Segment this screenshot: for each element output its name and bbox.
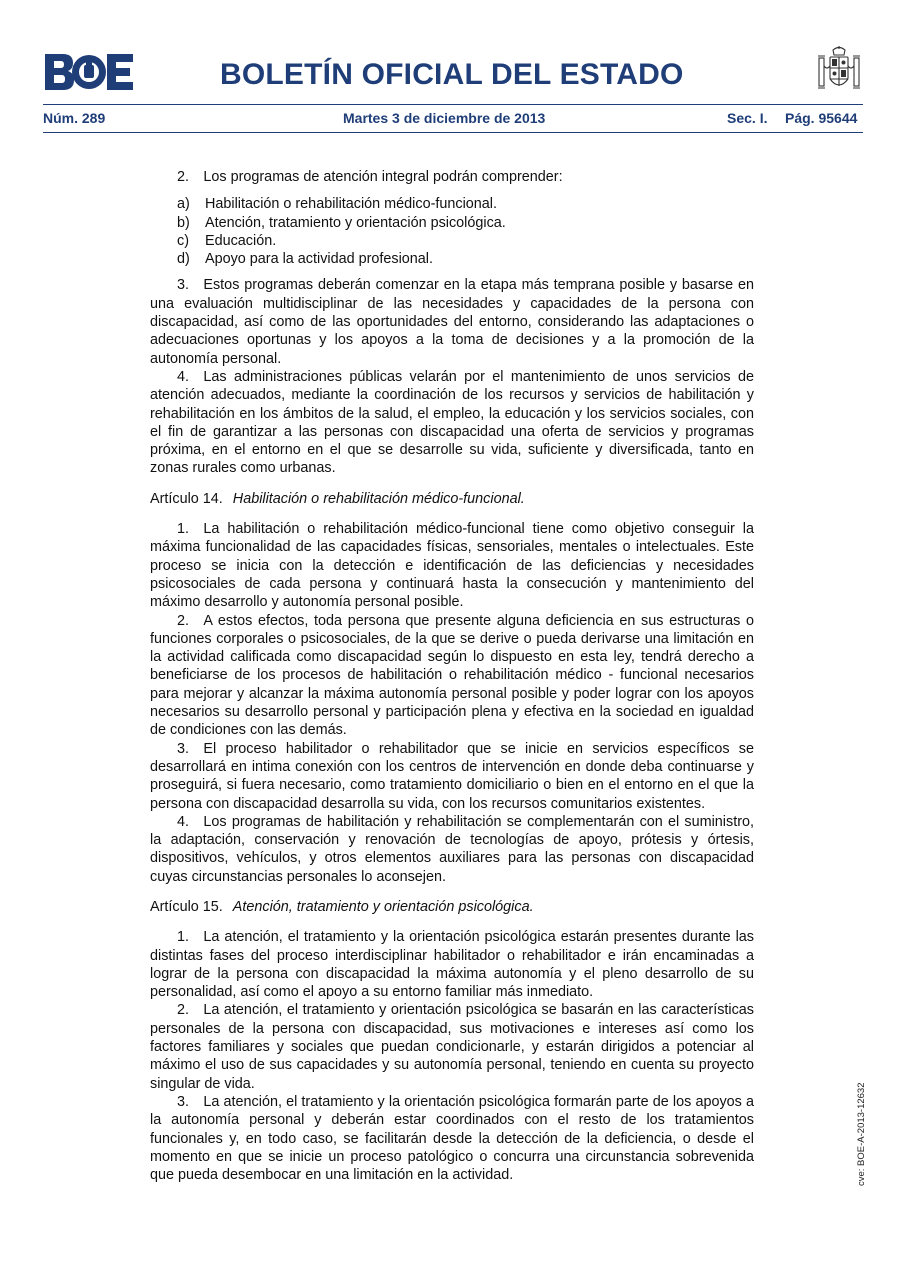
article-heading xyxy=(150,490,754,508)
page-number: Pág. 95644 xyxy=(785,110,858,126)
article-heading xyxy=(150,898,754,916)
article-title: Habilitación o rehabilitación médico-funcional. xyxy=(232,490,525,507)
paragraph: 1. La atención, el tratamiento y la orientación psicológica estarán presentes durante las distintas fases del proceso interdisciplinar habilitador o rehabilitador e irán encaminadas a lograr de la persona con discapacidad la máxima autonomía y el pleno desarrollo de su personalidad, así como el apoyo a su entorno familiar más inmediato. xyxy=(150,929,754,1001)
paragraph: 3. El proceso habilitador o rehabilitador que se inicie en servicios específicos se desarrollará en intima conexión con los centros de intervención en donde deba continuarse y proseguirá, si fuera necesario, como tratamiento domiciliario o bien en el entorno en el que la persona con discapacidad desarrolla su vida, con los recursos comunitarios existentes. xyxy=(150,740,754,812)
header-rule-bottom xyxy=(43,132,863,133)
section-label: Sec. I. xyxy=(727,110,768,126)
coat-of-arms-icon xyxy=(816,46,862,96)
paragraph: 2. A estos efectos, toda persona que presente alguna deficiencia en sus estructuras o funciones corporales o psicosociales, de la que se derive o pueda derivarse una limitación en la actividad calificada como discapacidad según lo dispuesto en esta ley, tendrá derecho a beneficiarse de los procesos de habilitación o rehabilitación médico - funcional necesarios para mejorar y alcanzar la máxima autonomía personal posible y poder lograr con los apoyos necesarios su desarrollo personal y participación plena y efectiva en la sociedad en igualdad de condiciones con las demás. xyxy=(150,612,754,739)
article-number: Artículo 14. xyxy=(150,490,223,507)
issue-date: Martes 3 de diciembre de 2013 xyxy=(343,110,546,126)
list-letter: a) xyxy=(177,196,190,213)
article-title: Atención, tratamiento y orientación psicológica. xyxy=(232,898,534,915)
list-item xyxy=(177,195,754,213)
document-body xyxy=(150,168,754,1184)
issue-number: Núm. 289 xyxy=(43,110,106,126)
list-text: Habilitación o rehabilitación médico-funcional. xyxy=(205,196,497,213)
paragraph: 3. Estos programas deberán comenzar en la etapa más temprana posible y basarse en una evaluación multidisciplinar de las necesidades y capacidades de la persona con discapacidad, así como de las oportunidades del entorno, considerando las adaptaciones o adecuaciones oportunas y los apoyos a la toma de decisiones y a la promoción de la autonomía personal. xyxy=(150,277,754,367)
boe-logo xyxy=(43,52,135,92)
paragraph: 4. Las administraciones públicas velarán por el mantenimiento de unos servicios de atención adecuados, mediante la coordinación de los recursos y servicios de habilitación y rehabilitación en los ámbitos de la salud, el empleo, la educación y los servicios sociales, con el fin de garantizar a las personas con discapacidad una oferta de servicios y programas próxima, en el entorno en el que se desarrolle su vida, suficiente y diversificada, tanto en zonas rurales como urbanas. xyxy=(150,368,754,477)
article-number: Artículo 15. xyxy=(150,898,223,915)
list-letter: d) xyxy=(177,251,190,268)
cve-identifier: cve: BOE-A-2013-12632 xyxy=(856,1082,867,1186)
paragraph: 1. La habilitación o rehabilitación médico-funcional tiene como objetivo conseguir la máxima funcionalidad de las capacidades físicas, sensoriales, mentales o intelectuales. Este proceso se inicia con la detección e identificación de las deficiencias y necesidades psicosociales de cada persona y continuará hasta la consecución y mantenimiento del máximo desarrollo y autonomía personal posible. xyxy=(150,521,754,611)
program-list xyxy=(150,195,754,268)
paragraph: 3. La atención, el tratamiento y la orientación psicológica formarán parte de los apoyos a la autonomía personal y deberán estar coordinados con el resto de los tratamientos funcionales y, en todo caso, se facilitarán desde la detección de la deficiencia, o desde el momento en que se inicie un proceso patológico o concurra una circunstancia sobrevenida que pueda desembocar en una limitación en la actividad. xyxy=(150,1093,754,1184)
page-header xyxy=(43,52,863,140)
list-text: Atención, tratamiento y orientación psicológica. xyxy=(205,214,506,231)
header-rule-top xyxy=(43,104,863,105)
list-item xyxy=(177,232,754,250)
paragraph: 2. La atención, el tratamiento y orientación psicológica se basarán en las características personales de la persona con discapacidad, sus motivaciones e intereses así como los factores familiares y sociales que puedan condicionarle, y estarán dirigidos a potenciar al máximo el uso de sus capacidades y su autonomía personal, teniendo en cuenta su proyecto singular de vida. xyxy=(150,1002,754,1092)
paragraph: 4. Los programas de habilitación y rehabilitación se complementarán con el suministro, la adaptación, conservación y renovación de tecnologías de apoyo, prótesis y órtesis, dispositivos, vehículos, y otros elementos auxiliares para las personas con discapacidad cuyas circunstancias personales lo aconsejen. xyxy=(150,813,754,885)
list-letter: b) xyxy=(177,214,190,231)
list-item xyxy=(177,214,754,232)
paragraph: 2. Los programas de atención integral podrán comprender: xyxy=(177,169,563,185)
list-text: Apoyo para la actividad profesional. xyxy=(205,251,433,268)
gazette-title: BOLETÍN OFICIAL DEL ESTADO xyxy=(220,58,684,91)
list-text: Educación. xyxy=(205,232,277,249)
list-letter: c) xyxy=(177,232,189,249)
list-item xyxy=(177,250,754,268)
